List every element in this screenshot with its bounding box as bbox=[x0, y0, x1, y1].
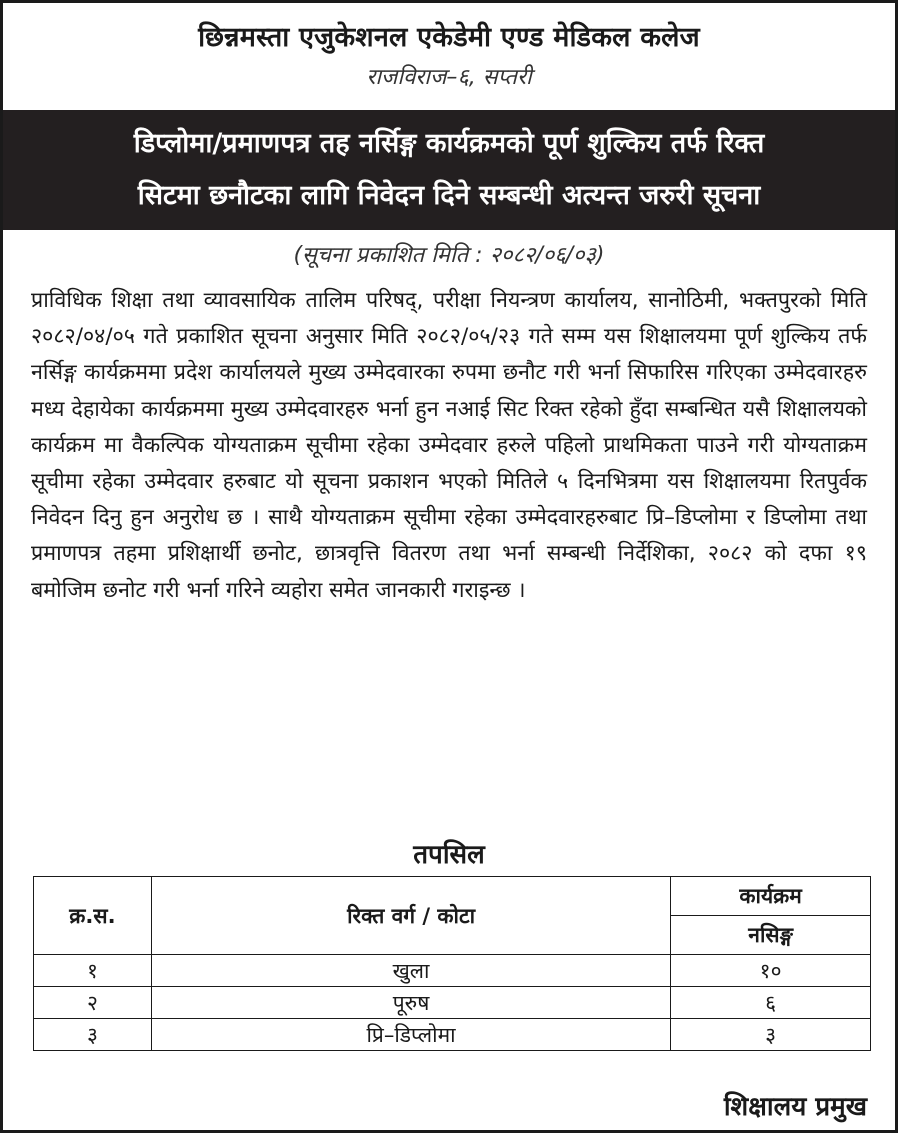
cell-sn: २ bbox=[34, 987, 152, 1019]
org-name: छिन्नमस्ता एजुकेशनल एकेडेमी एण्ड मेडिकल कलेज bbox=[198, 22, 700, 53]
org-address: राजविराज–६, सप्तरी bbox=[366, 65, 532, 90]
cell-sn: ३ bbox=[34, 1019, 152, 1051]
cell-seats: ६ bbox=[671, 987, 871, 1019]
cell-sn: १ bbox=[34, 955, 152, 987]
header-program: नसिङ्ग bbox=[671, 916, 871, 955]
table-header-row bbox=[34, 877, 871, 916]
notice-title-line-1: डिप्लोमा/प्रमाणपत्र तह नर्सिङ्ग कार्यक्रमको पूर्ण शुल्किय तर्फ रिक्त bbox=[133, 128, 765, 159]
tapasil-heading: तपसिल bbox=[413, 840, 485, 870]
notice-title-banner bbox=[3, 110, 895, 230]
table-row bbox=[34, 987, 871, 1019]
vacancy-table bbox=[33, 876, 871, 1051]
publication-date: (सूचना प्रकाशित मिति : २०८२/०६/०३) bbox=[293, 243, 605, 268]
notice-body: प्राविधिक शिक्षा तथा व्यावसायिक तालिम परिषद्, परीक्षा नियन्त्रण कार्यालय, सानोठिमी, भक्तपुरको मिति २०८२/०४/०५ गते प्रकाशित सूचना अनुसार मिति २०८२/०५/२३ गते सम्म यस शिक्षालयमा पूर्ण शुल्किय तर्फ नर्सिङ्ग कार्यक्रममा प्रदेश कार्यालयले मुख्य उम्मेदवारका रुपमा छनौट गरी भर्ना सिफारिस गरिएका उम्मेदवारहरु मध्य देहायेका कार्यक्रममा मुख्य उम्मेदवारहरु भर्ना हुन नआई सिट रिक्त रहेको हुँदा सम्बन्धित यसै शिक्षालयको कार्यक्रम मा वैकल्पिक योग्यताक्रम सूचीमा रहेका उम्मेदवार हरुले पहिलो प्राथमिकता पाउने गरी योग्यताक्रम सूचीमा रहेका उम्मेदवार हरुबाट यो सूचना प्रकाशन भएको मितिले ५ दिनभित्रमा यस शिक्षालयमा रितपुर्वक निवेदन दिनु हुन अनुरोध छ । साथै योग्यताक्रम सूचीमा रहेका उम्मेदवारहरुबाट प्रि–डिप्लोमा र डिप्लोमा तथा प्रमाणपत्र तहमा प्रशिक्षार्थी छनोट, छात्रवृत्ति वितरण तथा भर्ना सम्बन्धी निर्देशिका, २०८२ को दफा १९ बमोजिम छनोट गरी भर्ना गरिने व्यहोरा समेत जानकारी गराइन्छ । bbox=[31, 288, 867, 603]
cell-seats: ३ bbox=[671, 1019, 871, 1051]
table-row bbox=[34, 1019, 871, 1051]
cell-category: पूरुष bbox=[151, 987, 670, 1019]
signature-title: शिक्षालय प्रमुख bbox=[723, 1092, 867, 1122]
cell-seats: १० bbox=[671, 955, 871, 987]
cell-category: खुला bbox=[151, 955, 670, 987]
notice-title-line-2: सिटमा छनौटका लागि निवेदन दिने सम्बन्धी अत्यन्त जरुरी सूचना bbox=[137, 180, 761, 211]
table-row bbox=[34, 955, 871, 987]
header-sn: क्र.स. bbox=[34, 877, 152, 955]
header-category: रिक्त वर्ग / कोटा bbox=[151, 877, 670, 955]
cell-category: प्रि–डिप्लोमा bbox=[151, 1019, 670, 1051]
header-program-group: कार्यक्रम bbox=[671, 877, 871, 916]
